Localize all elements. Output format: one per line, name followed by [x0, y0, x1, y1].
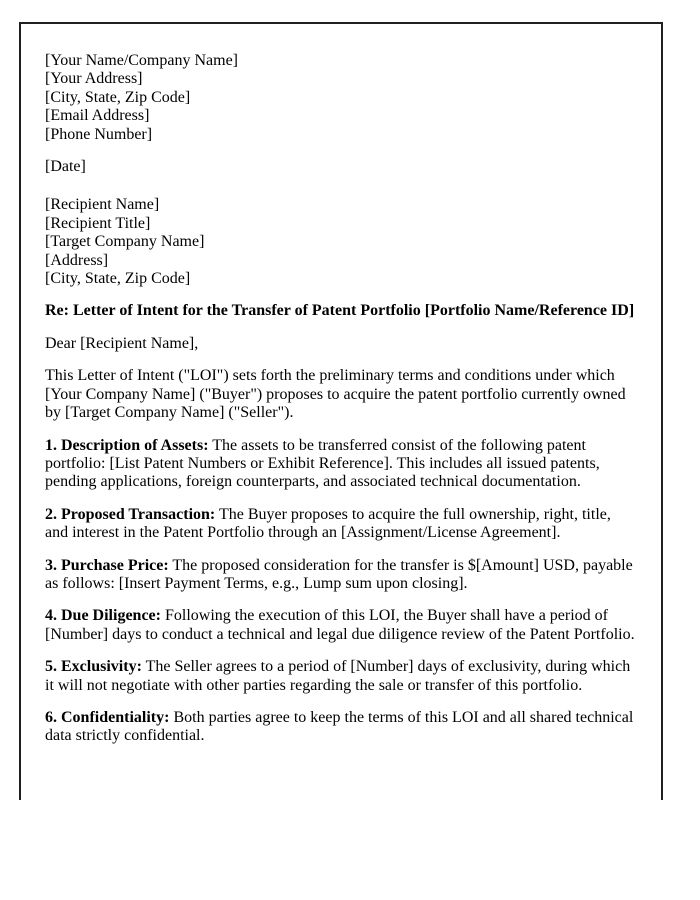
sender-line: [Your Address]: [45, 70, 143, 88]
recipient-line: [Target Company Name]: [45, 233, 205, 251]
section-label: 5. Exclusivity:: [45, 658, 142, 676]
section-label: 3. Purchase Price:: [45, 556, 169, 574]
section-text: The Buyer proposes to acquire the full ownership, right, title, and interest in the Patent Portfolio through an [Assignment/License Agreement].: [45, 505, 611, 542]
section-due-diligence: [45, 607, 635, 644]
recipient-line: [Recipient Name]: [45, 196, 160, 214]
letter-of-intent-document: [19, 22, 663, 800]
recipient-address-block: [45, 196, 635, 288]
recipient-line: [Address]: [45, 251, 109, 269]
section-confidentiality: [45, 709, 635, 746]
salutation: Dear [Recipient Name],: [45, 334, 199, 352]
date-line: [Date]: [45, 158, 86, 176]
section-description-of-assets: [45, 437, 635, 492]
section-text: The proposed consideration for the transfer is $[Amount] USD, payable as follows: [Insert Payment Terms, e.g., Lump sum upon closing].: [45, 556, 633, 592]
section-label: 2. Proposed Transaction:: [45, 505, 216, 523]
section-label: 6. Confidentiality:: [45, 708, 170, 726]
intro-paragraph: This Letter of Intent ("LOI") sets forth the preliminary terms and conditions under which [Your Company Name] ("Buyer") proposes to acquire the patent portfolio currently owned by [Target Company Name] ("Seller").: [45, 367, 626, 422]
sender-line: [Email Address]: [45, 107, 150, 125]
section-text: The Seller agrees to a period of [Number] days of exclusivity, during which it will not negotiate with other parties regarding the sale or transfer of this portfolio.: [45, 658, 631, 694]
section-exclusivity: [45, 658, 635, 695]
recipient-line: [City, State, Zip Code]: [45, 270, 191, 288]
sender-line: [City, State, Zip Code]: [45, 88, 191, 106]
section-text: The assets to be transferred consist of the following patent portfolio: [List Patent Numbers or Exhibit Reference]. This includes all issued patents, pending applications, foreign counterparts, and associated technical documentation.: [45, 436, 600, 491]
section-label: 4. Due Diligence:: [45, 607, 161, 625]
section-text: Both parties agree to keep the terms of this LOI and all shared technical data strictly confidential.: [45, 708, 634, 745]
sender-line: [Phone Number]: [45, 125, 153, 143]
section-purchase-price: [45, 557, 635, 594]
subject-line: [45, 302, 635, 320]
section-text: Following the execution of this LOI, the Buyer shall have a period of [Number] days to conduct a technical and legal due diligence review of the Patent Portfolio.: [45, 607, 635, 643]
recipient-line: [Recipient Title]: [45, 214, 151, 232]
section-label: 1. Description of Assets:: [45, 436, 209, 454]
sender-line: [Your Name/Company Name]: [45, 52, 239, 69]
section-proposed-transaction: [45, 506, 635, 543]
sender-address-block: [45, 52, 635, 144]
subject-text: Re: Letter of Intent for the Transfer of Patent Portfolio [Portfolio Name/Reference ID]: [45, 302, 635, 320]
